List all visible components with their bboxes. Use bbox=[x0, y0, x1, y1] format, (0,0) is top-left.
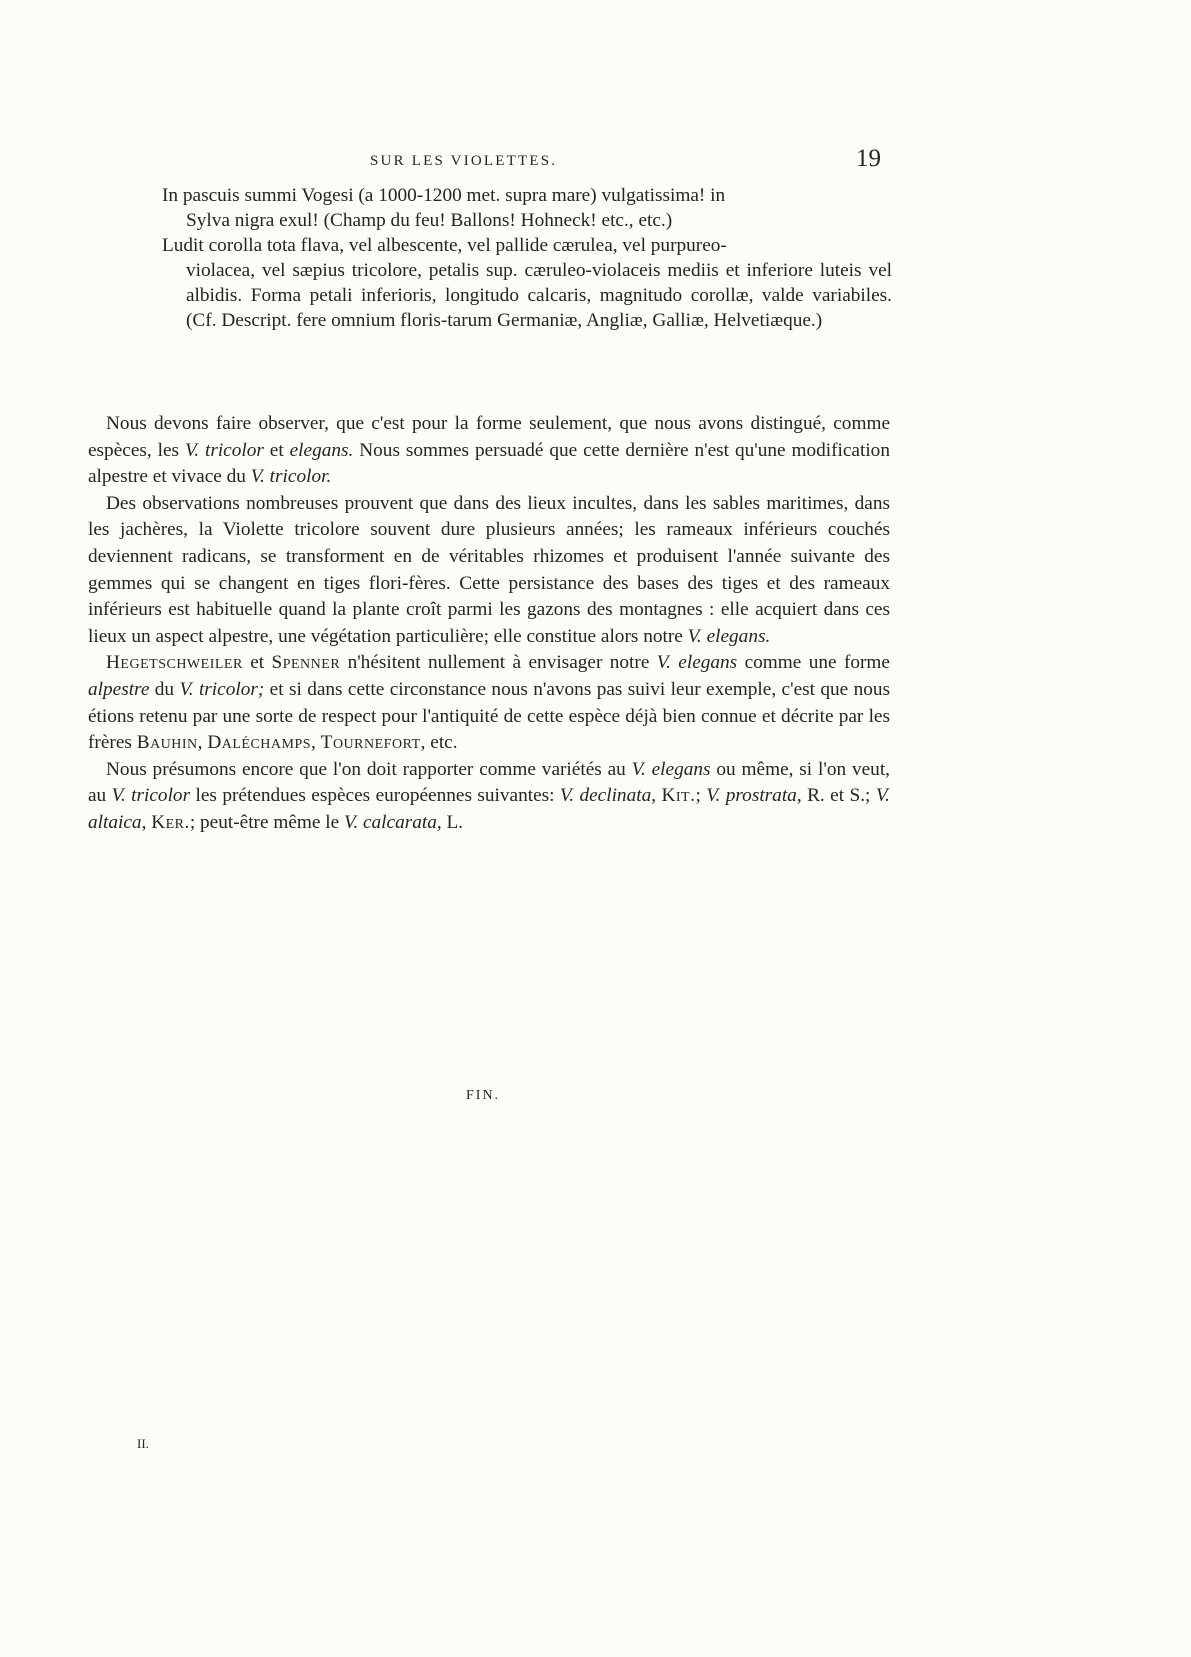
author-name: Tournefort bbox=[320, 732, 421, 754]
species-name: V. elegans bbox=[631, 758, 711, 780]
running-title: SUR LES VIOLETTES. bbox=[370, 153, 558, 169]
text-run: Nous devons faire observer, que c'est pour la forme seulement, que nous avons distingué, comme espèces, les bbox=[88, 413, 890, 461]
fin-mark: FIN. bbox=[466, 1088, 501, 1103]
text-run: n'hésitent nullement à envisager notre bbox=[340, 652, 657, 674]
signature-mark: II. bbox=[137, 1436, 149, 1451]
species-name: V. tricolor; bbox=[179, 678, 265, 700]
text-run: , L. bbox=[436, 811, 464, 833]
paragraph bbox=[88, 491, 890, 651]
author-name: Bauhin bbox=[136, 732, 198, 754]
text-run: ; bbox=[695, 785, 707, 807]
species-name: V. prostrata bbox=[706, 785, 797, 807]
paragraph bbox=[88, 757, 890, 837]
french-text bbox=[88, 411, 890, 837]
text-run: ou même, si l'on veut, au bbox=[88, 758, 890, 807]
text-run: Nous sommes persuadé que cette dernière n'est qu'une modification alpestre et vivace du bbox=[88, 439, 890, 488]
author-name: Spenner bbox=[271, 652, 341, 674]
paragraph bbox=[88, 650, 890, 756]
text-run: , bbox=[651, 785, 662, 807]
text-run: , bbox=[311, 732, 321, 754]
text-run: , bbox=[197, 732, 208, 754]
author-name: Hegetschweiler bbox=[106, 652, 243, 674]
latin-line: Ludit corolla tota flava, vel albescente, vel pallide cærulea, vel purpureo- bbox=[162, 235, 727, 256]
species-name: V. tricolor. bbox=[250, 466, 332, 488]
species-name: V. tricolor bbox=[184, 439, 264, 461]
author-name: Kit. bbox=[661, 785, 696, 807]
species-name: elegans. bbox=[289, 439, 354, 461]
text-run: et bbox=[263, 439, 290, 461]
text-run: comme une forme bbox=[737, 652, 890, 674]
latin-line: In pascuis summi Vogesi (a 1000-1200 met. supra mare) vulgatissima! in bbox=[162, 185, 726, 206]
species-name: V. elegans bbox=[656, 652, 738, 674]
latin-line: Sylva nigra exul! (Champ du feu! Ballons! Hohneck! etc., etc.) bbox=[186, 210, 673, 231]
text-run: et si dans cette circonstance nous n'avons pas suivi leur exemple, c'est que nous étions retenu par une sorte de respect pour l'antiquité de cette espèce déjà bien connue et décrite par les frères bbox=[88, 678, 891, 754]
text-run: , R. et S.; bbox=[796, 785, 876, 807]
latin-paragraph: violacea, vel sæpius tricolore, petalis sup. cæruleo-violaceis mediis et inferiore luteis vel albidis. Forma petali inferioris, longitudo calcaris, magnitudo corollæ, valde variabiles. (Cf. Descript. fere omnium floris-tarum Germaniæ, Angliæ, Galliæ, Helvetiæque.) bbox=[186, 260, 892, 331]
species-name: V. calcarata bbox=[344, 811, 437, 833]
latin-description bbox=[162, 183, 892, 333]
emphasis: alpestre bbox=[88, 678, 150, 700]
page-number: 19 bbox=[856, 145, 881, 172]
author-name: Ker. bbox=[151, 811, 190, 833]
text-run: Nous présumons encore que l'on doit rapporter comme variétés au bbox=[106, 758, 632, 780]
text-run: les prétendues espèces européennes suivantes: bbox=[190, 785, 560, 807]
author-name: Daléchamps bbox=[207, 732, 312, 754]
species-name: V. elegans. bbox=[687, 625, 771, 647]
paragraph bbox=[88, 411, 890, 491]
species-name: V. tricolor bbox=[111, 785, 191, 807]
text-run: ; peut-être même le bbox=[189, 811, 345, 833]
text-run: et bbox=[242, 652, 272, 674]
text-run: , bbox=[141, 811, 152, 833]
text-run: du bbox=[149, 678, 180, 700]
species-name: V. declinata bbox=[559, 785, 652, 807]
text-run: , etc. bbox=[420, 732, 458, 754]
text-run: Des observations nombreuses prouvent que dans des lieux incultes, dans les sables maritimes, dans les jachères, la Violette tricolore souvent dure plusieurs années; les rameaux inférieurs couchés deviennent radicans, se transforment en de véritables rhizomes et produisent l'année suivante des gemmes qui se changent en tiges flori-fères. Cette persistance des bases des tiges et des rameaux inférieurs est habituelle quand la plante croît parmi les gazons des montagnes : elle acquiert dans ces lieux un aspect alpestre, une végétation particulière; elle constitue alors notre bbox=[88, 492, 890, 647]
species-name: V. altaica bbox=[88, 785, 890, 833]
